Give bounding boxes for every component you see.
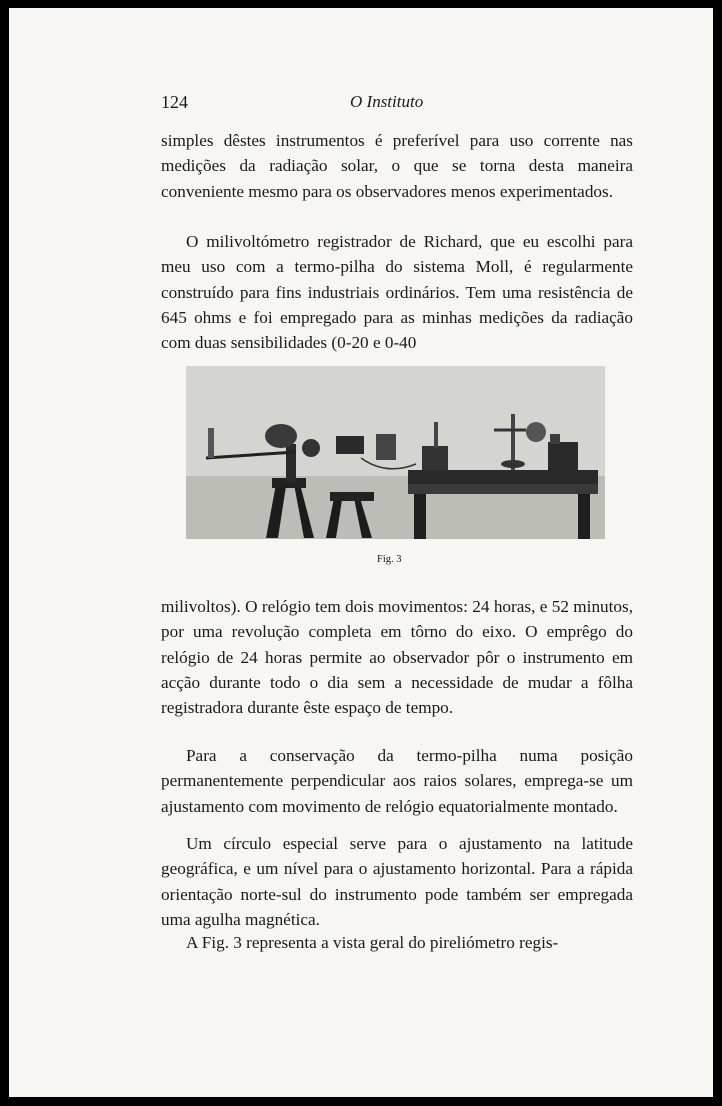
figure-caption: Fig. 3	[377, 554, 402, 565]
page-sheet	[9, 8, 713, 1097]
figure-photograph	[186, 366, 605, 539]
page-number: 124	[161, 92, 188, 112]
running-header	[161, 92, 633, 116]
paragraph-figure-reference: A Fig. 3 representa a vista geral do pireliómetro regis-	[186, 933, 559, 952]
paragraph-millivoltmeter: O milivoltómetro registrador de Richard, que eu escolhi para meu uso com a termo-pilha do sistema Moll, é regularmente construído para fins industriais ordinários. Tem uma resistência de 645 ohms e foi empregado para as minhas medições da radiação com duas sensibilidades (0-20 e 0-40	[161, 232, 633, 353]
pyrheliometer-photo	[186, 366, 605, 539]
paragraph-millivolts: milivoltos). O relógio tem dois movimentos: 24 horas, e 52 minutos, por uma revolução completa em tôrno do eixo. O emprêgo do relógio de 24 horas permite ao observador pôr o instrumento em acção durante todo o dia sem a necessidade de mudar a fôlha registradora durante êste espaço de tempo.	[161, 597, 633, 718]
running-title: O Instituto	[350, 92, 424, 111]
paragraph-continued: simples dêstes instrumentos é preferível para uso corrente nas medições da radiação solar, o que se torna desta maneira conveniente mesmo para os observadores menos experimentados.	[161, 131, 633, 201]
paragraph-thermopile: Para a conservação da termo-pilha numa posição permanentemente perpendicular aos raios solares, emprega-se um ajustamento com movimento de relógio equatorialmente montado.	[161, 746, 633, 816]
paragraph-circle: Um círculo especial serve para o ajustamento na latitude geográfica, e um nível para o ajustamento horizontal. Para a rápida orientação norte-sul do instrumento pode também ser empregada uma agulha magnética.	[161, 834, 633, 929]
